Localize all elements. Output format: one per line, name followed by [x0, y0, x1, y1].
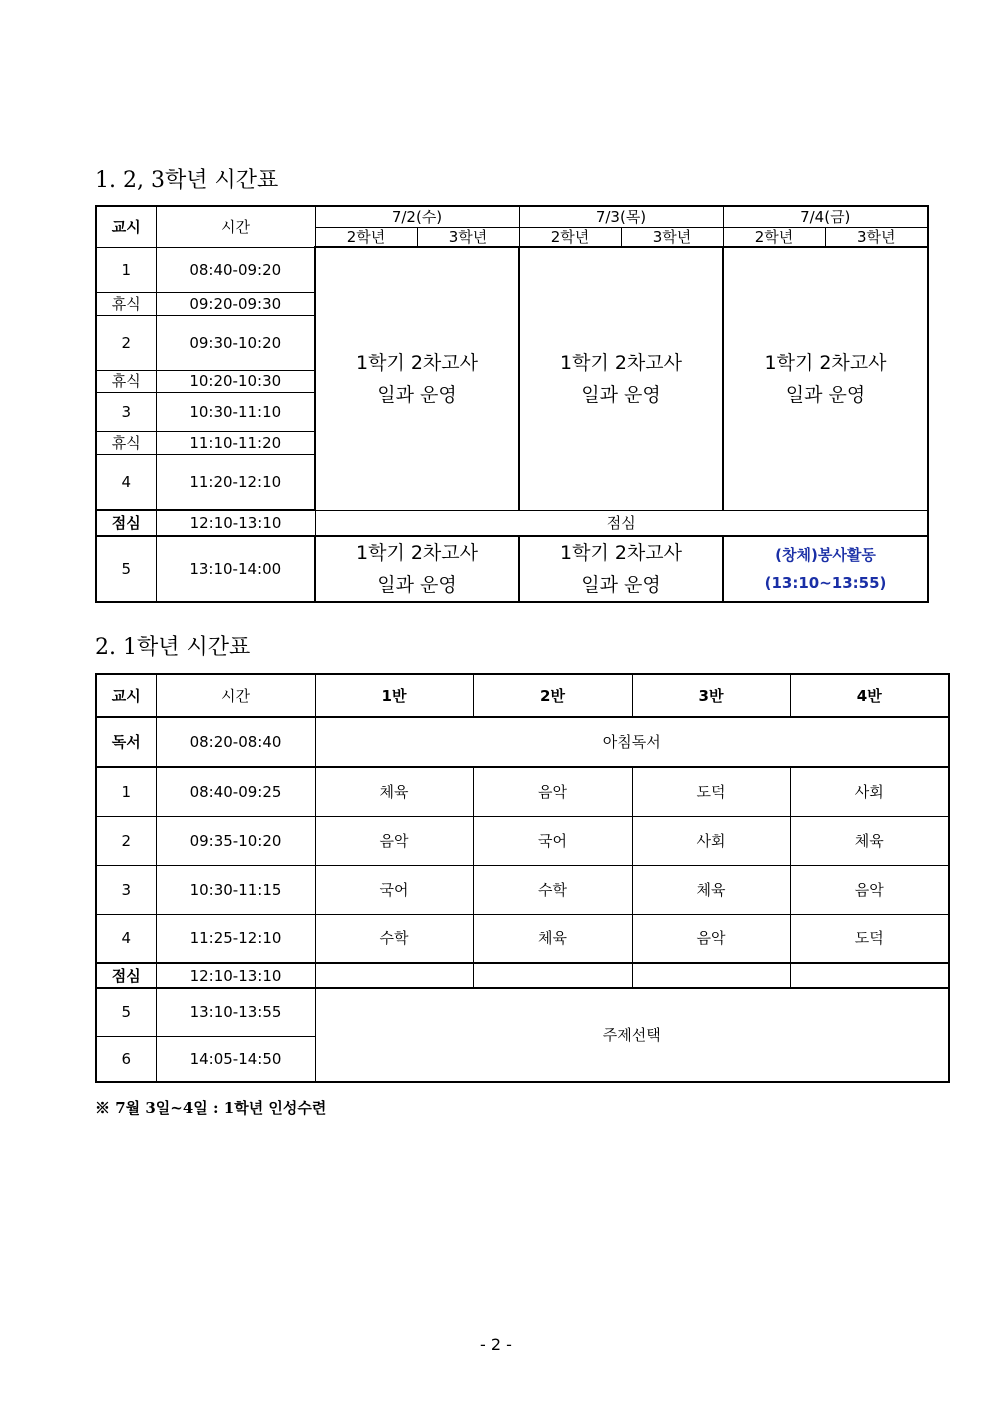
timetable-grade2-3	[95, 205, 929, 603]
time-cell: 13:10-13:55	[156, 988, 315, 1036]
subject-cell: 수학	[315, 914, 473, 963]
header-class-4: 4반	[790, 674, 949, 717]
header-grade: 2학년	[723, 227, 825, 247]
page-number: - 2 -	[480, 1335, 512, 1354]
header-grade: 3학년	[417, 227, 519, 247]
header-day-2: 7/3(목)	[519, 206, 723, 227]
subject-cell: 도덕	[790, 914, 949, 963]
time-cell: 10:30-11:15	[156, 865, 315, 914]
subject-cell: 체육	[473, 914, 632, 963]
period-cell: 4	[96, 454, 156, 510]
empty-cell	[632, 963, 790, 988]
header-period: 교시	[96, 674, 156, 717]
period-cell: 3	[96, 392, 156, 431]
subject-cell: 사회	[632, 816, 790, 865]
header-time: 시간	[156, 674, 315, 717]
header-grade: 3학년	[621, 227, 723, 247]
time-cell: 11:25-12:10	[156, 914, 315, 963]
exam-line: 1학기 2차고사	[560, 351, 682, 374]
period-cell: 4	[96, 914, 156, 963]
header-period: 교시	[96, 206, 156, 247]
activity-name: (창체)봉사활동	[775, 546, 876, 564]
section1-title: 1. 2, 3학년 시간표	[95, 168, 279, 193]
empty-cell	[315, 963, 473, 988]
timetable-grade1	[95, 673, 950, 1083]
subject-cell: 음악	[790, 865, 949, 914]
period-cell: 2	[96, 816, 156, 865]
subject-cell: 음악	[315, 816, 473, 865]
exam-line: 일과 운영	[581, 383, 661, 406]
header-class-2: 2반	[473, 674, 632, 717]
time-cell: 11:10-11:20	[156, 431, 315, 454]
exam-line: 1학기 2차고사	[356, 542, 478, 564]
period-cell: 2	[96, 315, 156, 370]
empty-cell	[473, 963, 632, 988]
time-cell: 14:05-14:50	[156, 1036, 315, 1082]
reading-period-cell: 독서	[96, 717, 156, 767]
period-cell: 휴식	[96, 292, 156, 315]
period-cell: 5	[96, 536, 156, 602]
exam-line: 일과 운영	[377, 383, 457, 406]
time-cell: 10:20-10:30	[156, 370, 315, 392]
header-grade: 3학년	[825, 227, 928, 247]
period-cell: 1	[96, 767, 156, 816]
lunch-period-cell: 점심	[96, 963, 156, 988]
period-cell: 3	[96, 865, 156, 914]
exam-line: 일과 운영	[377, 574, 457, 596]
header-grade: 2학년	[519, 227, 621, 247]
header-time: 시간	[156, 206, 315, 247]
time-cell: 09:30-10:20	[156, 315, 315, 370]
header-class-3: 3반	[632, 674, 790, 717]
period-cell: 5	[96, 988, 156, 1036]
subject-cell: 도덕	[632, 767, 790, 816]
exam-line: 1학기 2차고사	[764, 351, 887, 374]
volunteer-activity-cell	[723, 536, 928, 602]
section2-title: 2. 1학년 시간표	[95, 635, 251, 660]
time-cell: 11:20-12:10	[156, 454, 315, 510]
time-cell: 09:20-09:30	[156, 292, 315, 315]
topic-selection-cell: 주제선택	[315, 988, 949, 1082]
period5-day-1	[315, 536, 519, 602]
header-grade: 2학년	[315, 227, 417, 247]
subject-cell: 음악	[632, 914, 790, 963]
activity-time: (13:10~13:55)	[764, 574, 887, 592]
exam-block-day-1	[315, 247, 519, 510]
subject-cell: 체육	[790, 816, 949, 865]
time-cell: 09:35-10:20	[156, 816, 315, 865]
time-cell: 10:30-11:10	[156, 392, 315, 431]
lunch-time-cell: 12:10-13:10	[156, 510, 315, 536]
exam-block-day-3	[723, 247, 928, 510]
time-cell: 13:10-14:00	[156, 536, 315, 602]
empty-cell	[790, 963, 949, 988]
exam-line: 1학기 2차고사	[560, 542, 682, 564]
exam-line: 일과 운영	[785, 383, 866, 406]
header-day-1: 7/2(수)	[315, 206, 519, 227]
footnote: ※ 7월 3일~4일 : 1학년 인성수련	[95, 1099, 327, 1117]
subject-cell: 사회	[790, 767, 949, 816]
exam-block-day-2	[519, 247, 723, 510]
time-cell: 08:40-09:25	[156, 767, 315, 816]
period5-day-2	[519, 536, 723, 602]
lunch-period-cell: 점심	[96, 510, 156, 536]
period-cell: 휴식	[96, 431, 156, 454]
subject-cell: 체육	[315, 767, 473, 816]
subject-cell: 체육	[632, 865, 790, 914]
subject-cell: 수학	[473, 865, 632, 914]
period-cell: 6	[96, 1036, 156, 1082]
subject-cell: 국어	[473, 816, 632, 865]
subject-cell: 음악	[473, 767, 632, 816]
exam-line: 일과 운영	[581, 574, 661, 596]
morning-reading-label: 아침독서	[315, 717, 949, 767]
time-cell: 08:40-09:20	[156, 247, 315, 292]
exam-line: 1학기 2차고사	[356, 351, 478, 374]
period-cell: 휴식	[96, 370, 156, 392]
header-day-3: 7/4(금)	[723, 206, 928, 227]
period-cell: 1	[96, 247, 156, 292]
subject-cell: 국어	[315, 865, 473, 914]
reading-time-cell: 08:20-08:40	[156, 717, 315, 767]
header-class-1: 1반	[315, 674, 473, 717]
lunch-time-cell: 12:10-13:10	[156, 963, 315, 988]
lunch-label: 점심	[315, 510, 928, 536]
